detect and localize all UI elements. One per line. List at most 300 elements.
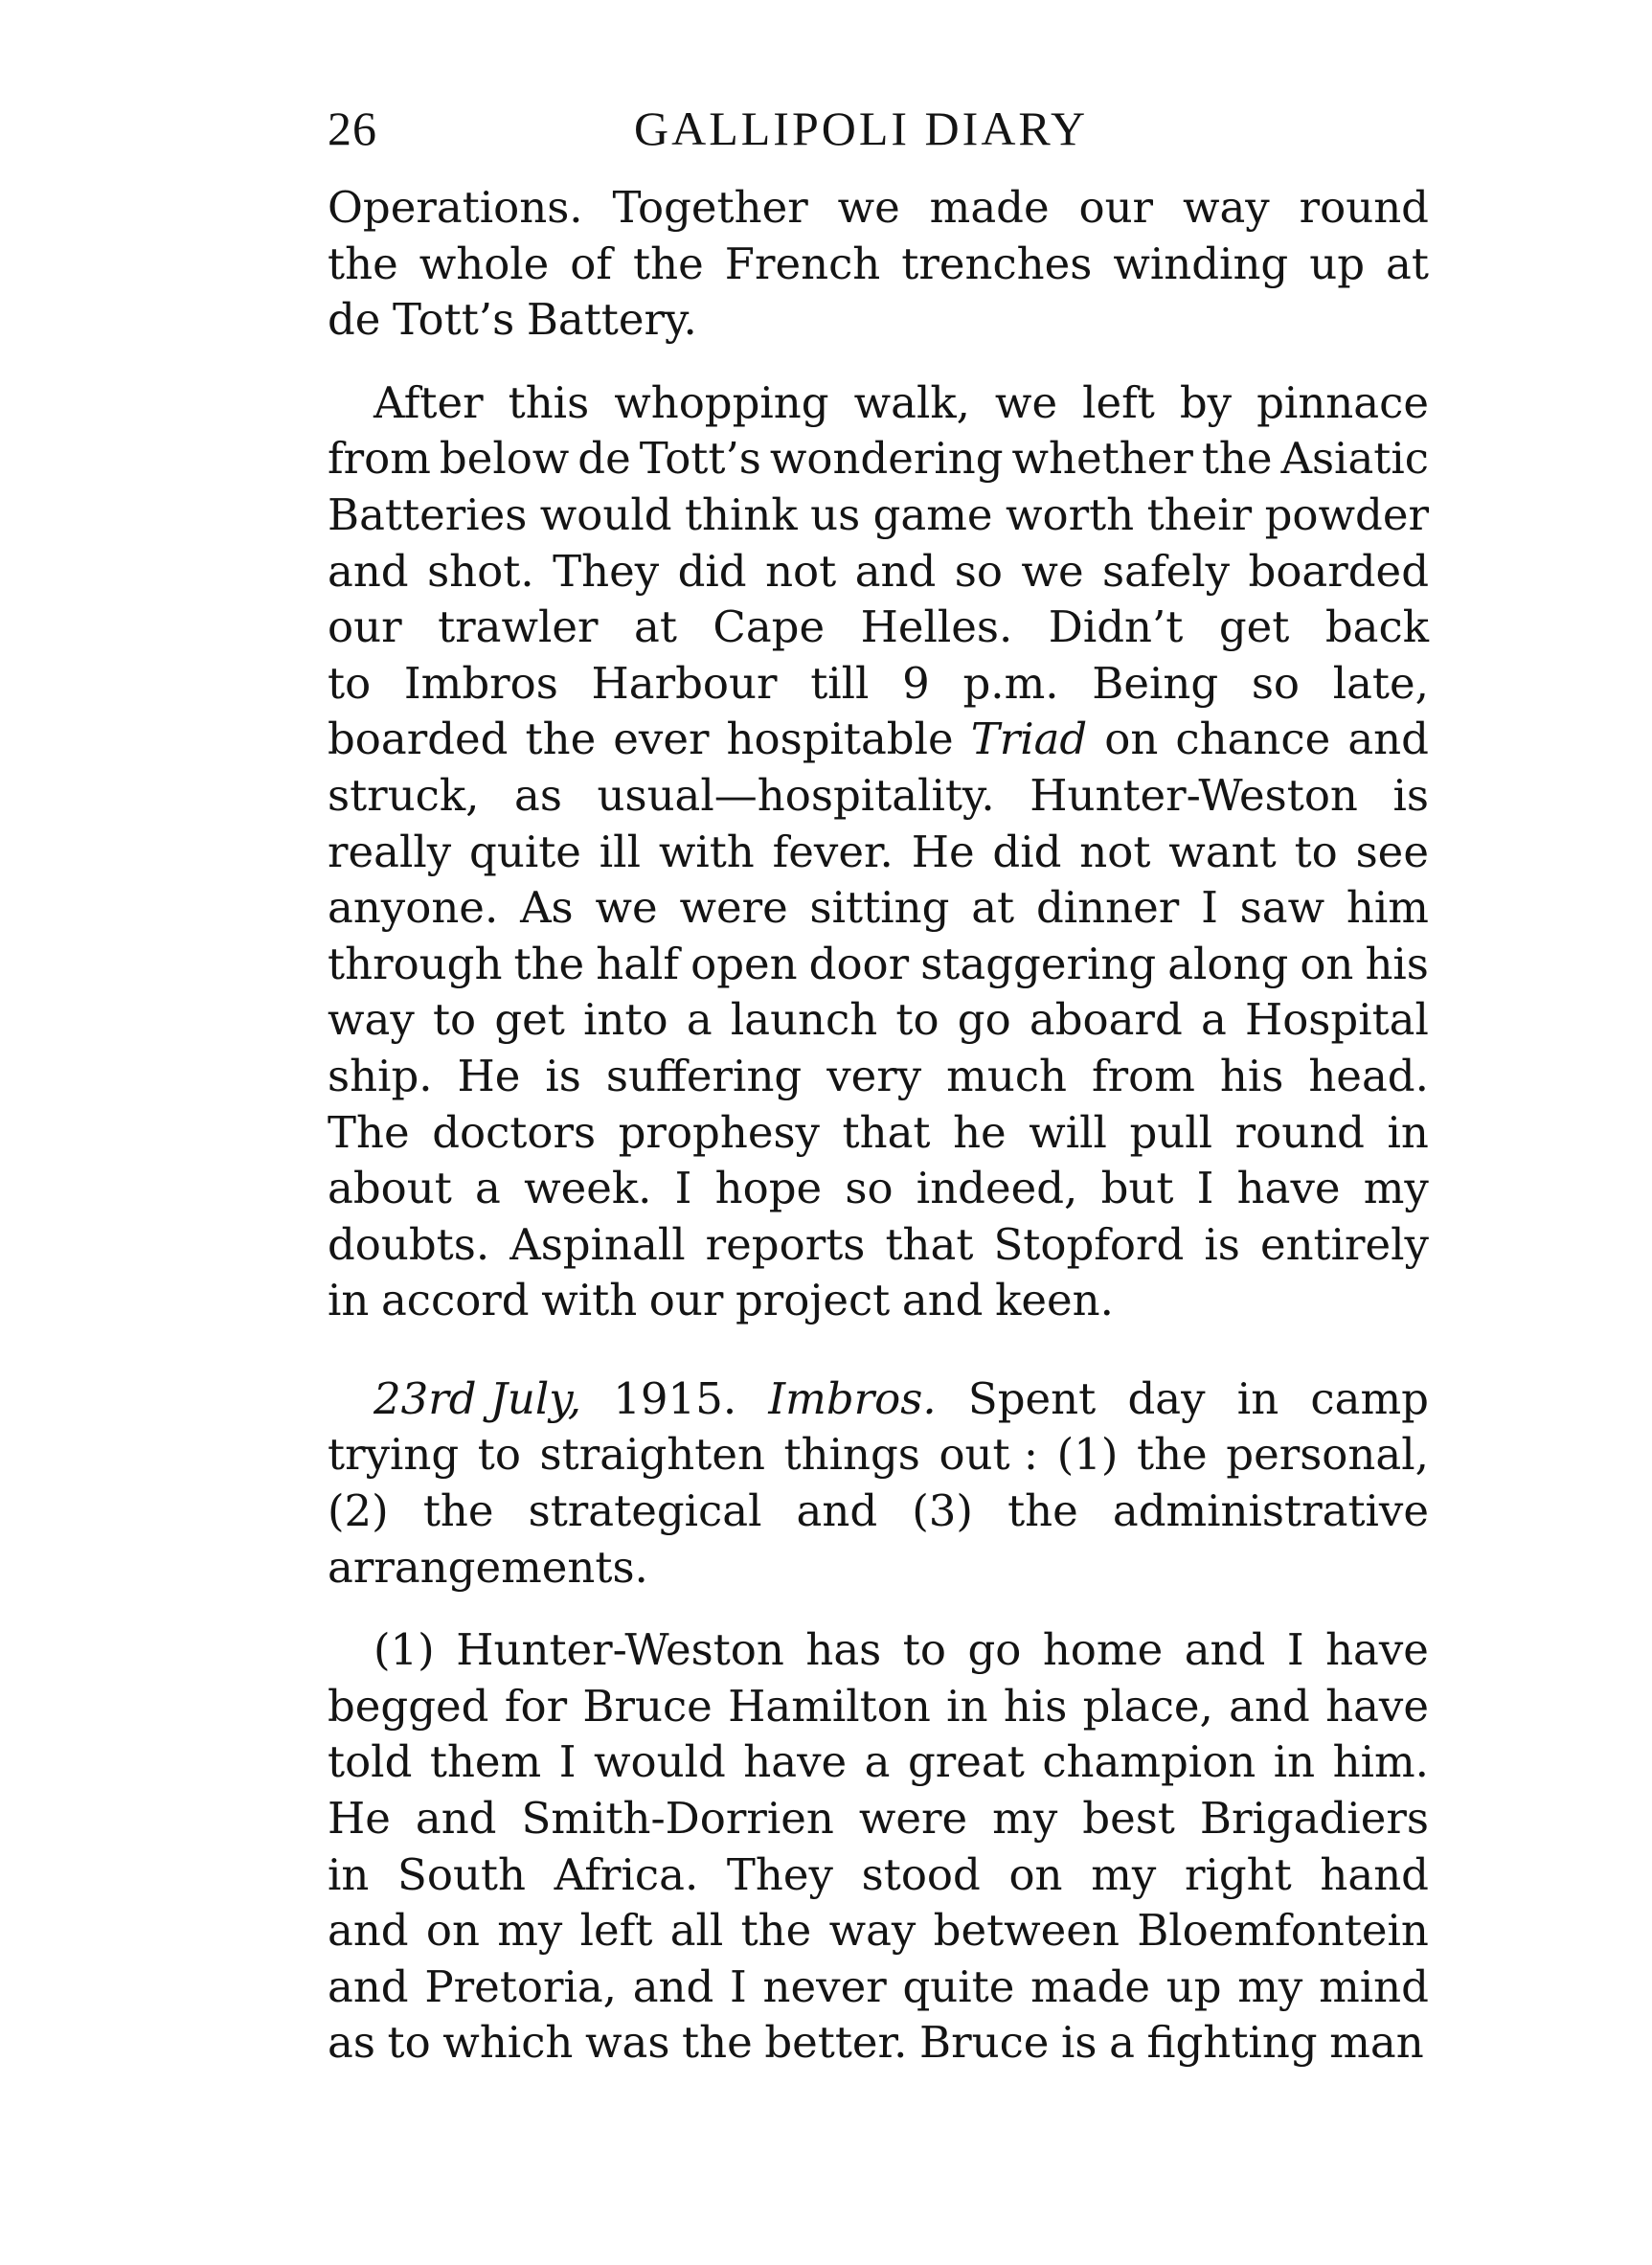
- word: things: [783, 1429, 920, 1481]
- word: Triad: [970, 713, 1088, 765]
- word: with: [541, 1275, 638, 1326]
- word: go: [967, 1624, 1022, 1676]
- word: him.: [1332, 1736, 1429, 1788]
- word: Batteries: [328, 488, 528, 540]
- word: and: [328, 1960, 409, 2012]
- paragraph: [328, 1371, 1429, 1596]
- word: and: [328, 1905, 409, 1957]
- word: along: [1167, 938, 1289, 989]
- word: the: [1007, 1485, 1078, 1537]
- word: not: [1079, 826, 1151, 877]
- text-line: [328, 1105, 1429, 1162]
- word: fever.: [772, 826, 894, 877]
- word: to: [387, 2017, 431, 2069]
- word: as: [328, 2017, 375, 2069]
- word: prophesy: [618, 1106, 820, 1158]
- word: think: [684, 488, 798, 540]
- paragraph-gap: [328, 1329, 1429, 1371]
- word: his: [1219, 1050, 1284, 1101]
- word: fighting: [1146, 2017, 1318, 2069]
- word: all: [669, 1905, 724, 1957]
- word: the: [740, 1905, 812, 1957]
- word: dinner: [1035, 882, 1180, 934]
- text-line: [328, 487, 1429, 544]
- word: and: [796, 1485, 878, 1537]
- word: out :: [939, 1429, 1039, 1481]
- word: not: [765, 545, 837, 597]
- word: stood: [861, 1848, 981, 1900]
- book-title: GALLIPOLI DIARY: [634, 102, 1089, 155]
- word: right: [1184, 1848, 1292, 1900]
- word: in: [328, 1275, 370, 1326]
- text-line: [328, 1161, 1429, 1217]
- word: and: [1347, 713, 1429, 765]
- word: He: [328, 1793, 391, 1845]
- word: entirely: [1259, 1218, 1429, 1270]
- text-line: [328, 1217, 1429, 1274]
- word: so: [954, 545, 1003, 597]
- word: the: [513, 938, 585, 989]
- text-line: [328, 825, 1429, 881]
- text-line: [328, 1540, 1429, 1597]
- word: Helles.: [860, 601, 1013, 653]
- word: de: [577, 433, 631, 485]
- word: and: [415, 1793, 497, 1845]
- word: The: [328, 1106, 410, 1158]
- word: Bruce: [582, 1680, 713, 1732]
- word: camp: [1310, 1372, 1429, 1424]
- word: see: [1355, 826, 1429, 877]
- word: back: [1324, 601, 1429, 653]
- word: safely: [1102, 545, 1231, 597]
- word: staggering: [920, 938, 1157, 989]
- word: Operations.: [328, 182, 583, 233]
- word: quite: [469, 826, 581, 877]
- word: on: [1008, 1848, 1063, 1900]
- word: Smith-Dorrien: [521, 1793, 834, 1845]
- text-line: [328, 600, 1429, 656]
- text-line: [328, 1273, 1429, 1329]
- word: launch: [730, 994, 878, 1046]
- word: on: [1104, 713, 1159, 765]
- word: much: [946, 1050, 1068, 1101]
- word: half: [596, 938, 680, 989]
- word: Africa.: [554, 1848, 699, 1900]
- word: day: [1127, 1372, 1206, 1424]
- word: ill: [599, 826, 641, 877]
- word: Bruce: [919, 2017, 1050, 2069]
- page-number: 26: [328, 102, 377, 155]
- word: this: [508, 376, 590, 428]
- word: great: [907, 1736, 1025, 1788]
- word: 9: [902, 657, 930, 709]
- word: the: [525, 713, 597, 765]
- word: They: [553, 545, 660, 597]
- word: told: [328, 1736, 413, 1788]
- text-line: [328, 544, 1429, 600]
- word: quite: [902, 1960, 1015, 2012]
- text-line: [328, 431, 1429, 487]
- word: Tott’s: [639, 433, 761, 485]
- word: way: [1182, 182, 1270, 233]
- word: our: [648, 1275, 724, 1326]
- word: get: [494, 994, 565, 1046]
- word: about: [328, 1163, 452, 1214]
- word: for: [504, 1680, 568, 1732]
- word: I: [1196, 1163, 1214, 1214]
- word: p.m.: [962, 657, 1059, 709]
- word: our: [328, 601, 402, 653]
- body-text: [328, 180, 1429, 2072]
- word: and: [1229, 1680, 1310, 1732]
- word: my: [1363, 1163, 1429, 1214]
- word: the: [1201, 433, 1273, 485]
- word: a: [864, 1736, 891, 1788]
- word: the: [682, 2017, 753, 2069]
- word: up: [1165, 1960, 1222, 2012]
- word: his: [1365, 938, 1429, 989]
- word: my: [992, 1793, 1058, 1845]
- word: whole: [419, 238, 550, 289]
- word: the: [328, 238, 398, 289]
- word: pull: [1129, 1106, 1213, 1158]
- word: their: [1146, 488, 1253, 540]
- word: Harbour: [591, 657, 778, 709]
- word: 23rd July,: [373, 1372, 582, 1424]
- word: hospitable: [726, 713, 954, 765]
- text-line: [328, 237, 1429, 293]
- word: chance: [1175, 713, 1331, 765]
- word: by: [1179, 376, 1233, 428]
- word: the: [1136, 1429, 1208, 1481]
- text-line: [328, 1679, 1429, 1735]
- word: at: [634, 601, 677, 653]
- word: Together: [612, 182, 808, 233]
- word: to: [1294, 826, 1338, 877]
- word: him: [1346, 882, 1429, 934]
- word: as: [514, 769, 562, 821]
- word: hope: [714, 1163, 823, 1214]
- word: from: [1091, 1050, 1195, 1101]
- word: us: [810, 488, 861, 540]
- word: made: [929, 182, 1050, 233]
- word: very: [826, 1050, 922, 1101]
- word: round: [1299, 182, 1429, 233]
- word: wondering: [769, 433, 1004, 485]
- word: up: [1309, 238, 1366, 289]
- word: week.: [524, 1163, 652, 1214]
- word: Battery.: [526, 294, 697, 346]
- word: is: [545, 1050, 581, 1101]
- word: till: [810, 657, 870, 709]
- word: French: [724, 238, 881, 289]
- word: is: [1204, 1218, 1240, 1270]
- word: to: [477, 1429, 521, 1481]
- word: Didn’t: [1048, 601, 1184, 653]
- word: has: [805, 1624, 882, 1676]
- word: Spent: [967, 1372, 1097, 1424]
- word: I: [1286, 1624, 1304, 1676]
- word: They: [726, 1848, 833, 1900]
- word: (2): [328, 1485, 389, 1537]
- word: would: [539, 488, 672, 540]
- word: is: [1392, 769, 1429, 821]
- word: a: [1109, 2017, 1135, 2069]
- word: did: [677, 545, 747, 597]
- word: Hunter-Weston: [1030, 769, 1358, 821]
- word: my: [1091, 1848, 1157, 1900]
- word: to: [432, 994, 477, 1046]
- word: South: [397, 1848, 526, 1900]
- word: de: [328, 294, 381, 346]
- word: I: [730, 1960, 747, 2012]
- word: champion: [1042, 1736, 1256, 1788]
- word: at: [1386, 238, 1429, 289]
- word: and: [1184, 1624, 1266, 1676]
- word: a: [1200, 994, 1227, 1046]
- text-line: [328, 712, 1429, 768]
- word: from: [328, 433, 431, 485]
- word: usual—hospitality.: [597, 769, 995, 821]
- word: he: [953, 1106, 1007, 1158]
- word: boarded: [1248, 545, 1429, 597]
- word: open: [690, 938, 798, 989]
- word: boarded: [328, 713, 509, 765]
- text-line: [328, 1427, 1429, 1484]
- text-line: [328, 937, 1429, 993]
- word: we: [837, 182, 900, 233]
- word: way: [328, 994, 415, 1046]
- word: trenches: [901, 238, 1093, 289]
- word: struck,: [328, 769, 480, 821]
- word: straighten: [539, 1429, 765, 1481]
- word: really: [328, 826, 452, 877]
- word: in: [1236, 1372, 1279, 1424]
- word: keen.: [995, 1275, 1114, 1326]
- text-line: [328, 292, 1429, 349]
- word: and: [632, 1960, 714, 2012]
- word: we: [595, 882, 658, 934]
- word: home: [1042, 1624, 1164, 1676]
- word: aboard: [1029, 994, 1183, 1046]
- word: I: [674, 1163, 692, 1214]
- paragraph: [328, 180, 1429, 349]
- word: administrative: [1112, 1485, 1429, 1537]
- word: mind: [1319, 1960, 1429, 2012]
- word: Hospital: [1244, 994, 1429, 1046]
- word: have: [1236, 1163, 1341, 1214]
- word: sitting: [809, 882, 950, 934]
- word: Being: [1092, 657, 1219, 709]
- word: with: [658, 826, 755, 877]
- text-line: [328, 656, 1429, 713]
- word: at: [971, 882, 1015, 934]
- word: After: [373, 376, 484, 428]
- word: want: [1168, 826, 1277, 877]
- word: place,: [1082, 1680, 1213, 1732]
- word: suffering: [605, 1050, 803, 1101]
- word: Brigadiers: [1199, 1793, 1429, 1845]
- word: and: [901, 1275, 984, 1326]
- word: personal,: [1226, 1429, 1429, 1481]
- word: left: [579, 1905, 653, 1957]
- word: will: [1029, 1106, 1107, 1158]
- word: Hamilton: [728, 1680, 931, 1732]
- word: strategical: [528, 1485, 762, 1537]
- word: to: [895, 994, 939, 1046]
- text-line: [328, 1903, 1429, 1959]
- paragraph: [328, 1622, 1429, 2072]
- word: I: [1201, 882, 1218, 934]
- word: way: [828, 1905, 917, 1957]
- word: get: [1218, 601, 1290, 653]
- word: Cape: [713, 601, 826, 653]
- word: Aspinall: [509, 1218, 686, 1270]
- word: and: [854, 545, 937, 597]
- word: doubts.: [328, 1218, 490, 1270]
- word: in: [1273, 1736, 1316, 1788]
- text-line: [328, 1847, 1429, 1904]
- word: winding: [1113, 238, 1289, 289]
- word: his: [1003, 1680, 1068, 1732]
- word: in: [946, 1680, 988, 1732]
- word: did: [992, 826, 1062, 877]
- text-line: [328, 375, 1429, 432]
- word: worth: [1005, 488, 1135, 540]
- text-line: [328, 880, 1429, 937]
- word: have: [1325, 1680, 1429, 1732]
- word: in: [328, 1848, 370, 1900]
- word: (3): [912, 1485, 973, 1537]
- word: through: [328, 938, 503, 989]
- word: Imbros.: [768, 1372, 937, 1424]
- word: accord: [380, 1275, 530, 1326]
- word: into: [583, 994, 668, 1046]
- word: a: [686, 994, 713, 1046]
- word: that: [842, 1106, 931, 1158]
- text-line: [328, 1371, 1429, 1428]
- word: best: [1082, 1793, 1175, 1845]
- text-line: [328, 1484, 1429, 1540]
- word: ever: [613, 713, 710, 765]
- word: trawler: [438, 601, 599, 653]
- word: He: [911, 826, 975, 877]
- word: is: [1061, 2017, 1098, 2069]
- word: Asiatic: [1280, 433, 1429, 485]
- word: anyone.: [328, 882, 499, 934]
- running-head: [328, 94, 1429, 163]
- word: indeed,: [916, 1163, 1078, 1214]
- word: was: [584, 2017, 670, 2069]
- word: left: [1082, 376, 1155, 428]
- word: to: [328, 657, 372, 709]
- word: have: [1325, 1624, 1429, 1676]
- word: round: [1234, 1106, 1365, 1158]
- word: the: [422, 1485, 494, 1537]
- word: walk,: [853, 376, 970, 428]
- word: (1): [373, 1624, 435, 1676]
- word: them: [429, 1736, 542, 1788]
- word: to: [902, 1624, 946, 1676]
- word: trying: [328, 1429, 460, 1481]
- text-line: [328, 2015, 1429, 2072]
- word: begged: [328, 1680, 489, 1732]
- word: powder: [1264, 488, 1429, 540]
- word: so: [845, 1163, 894, 1214]
- word: we: [1021, 545, 1084, 597]
- word: ship.: [328, 1050, 433, 1101]
- word: of: [570, 238, 613, 289]
- word: saw: [1239, 882, 1325, 934]
- word: Stopford: [993, 1218, 1185, 1270]
- word: project: [735, 1275, 891, 1326]
- word: my: [1237, 1960, 1303, 2012]
- word: in: [1387, 1106, 1429, 1158]
- word: hand: [1320, 1848, 1429, 1900]
- word: Bloemfontein: [1137, 1905, 1429, 1957]
- word: pinnace: [1256, 376, 1429, 428]
- word: He: [457, 1050, 521, 1101]
- word: shot.: [427, 545, 534, 597]
- text-line: [328, 1734, 1429, 1791]
- text-line: [328, 180, 1429, 237]
- word: but: [1100, 1163, 1174, 1214]
- word: which: [442, 2017, 574, 2069]
- word: the: [633, 238, 704, 289]
- text-line: [328, 1791, 1429, 1847]
- word: whether: [1011, 433, 1193, 485]
- word: reports: [705, 1218, 866, 1270]
- word: late,: [1332, 657, 1429, 709]
- word: I: [558, 1736, 577, 1788]
- word: As: [520, 882, 574, 934]
- word: were: [858, 1793, 968, 1845]
- word: our: [1078, 182, 1154, 233]
- word: have: [743, 1736, 848, 1788]
- text-line: [328, 768, 1429, 825]
- word: go: [957, 994, 1011, 1046]
- word: door: [808, 938, 910, 989]
- word: arrangements.: [328, 1541, 648, 1593]
- word: were: [679, 882, 788, 934]
- word: on: [425, 1905, 480, 1957]
- text-line: [328, 1049, 1429, 1105]
- word: would: [593, 1736, 726, 1788]
- word: between: [933, 1905, 1120, 1957]
- paragraph-gap: [328, 349, 1429, 375]
- word: my: [497, 1905, 563, 1957]
- word: made: [1030, 1960, 1151, 2012]
- word: we: [994, 376, 1058, 428]
- word: so: [1251, 657, 1301, 709]
- word: better.: [764, 2017, 908, 2069]
- word: whopping: [614, 376, 829, 428]
- word: on: [1300, 938, 1354, 989]
- word: a: [475, 1163, 501, 1214]
- paragraph-gap: [328, 1596, 1429, 1622]
- word: Tott’s: [393, 294, 515, 346]
- word: Imbros: [403, 657, 558, 709]
- word: that: [885, 1218, 974, 1270]
- word: man: [1329, 2017, 1424, 2069]
- word: and: [328, 545, 409, 597]
- word: doctors: [432, 1106, 597, 1158]
- word: 1915.: [613, 1372, 737, 1424]
- word: head.: [1308, 1050, 1429, 1101]
- paragraph: [328, 375, 1429, 1329]
- word: never: [762, 1960, 887, 2012]
- text-line: [328, 1622, 1429, 1679]
